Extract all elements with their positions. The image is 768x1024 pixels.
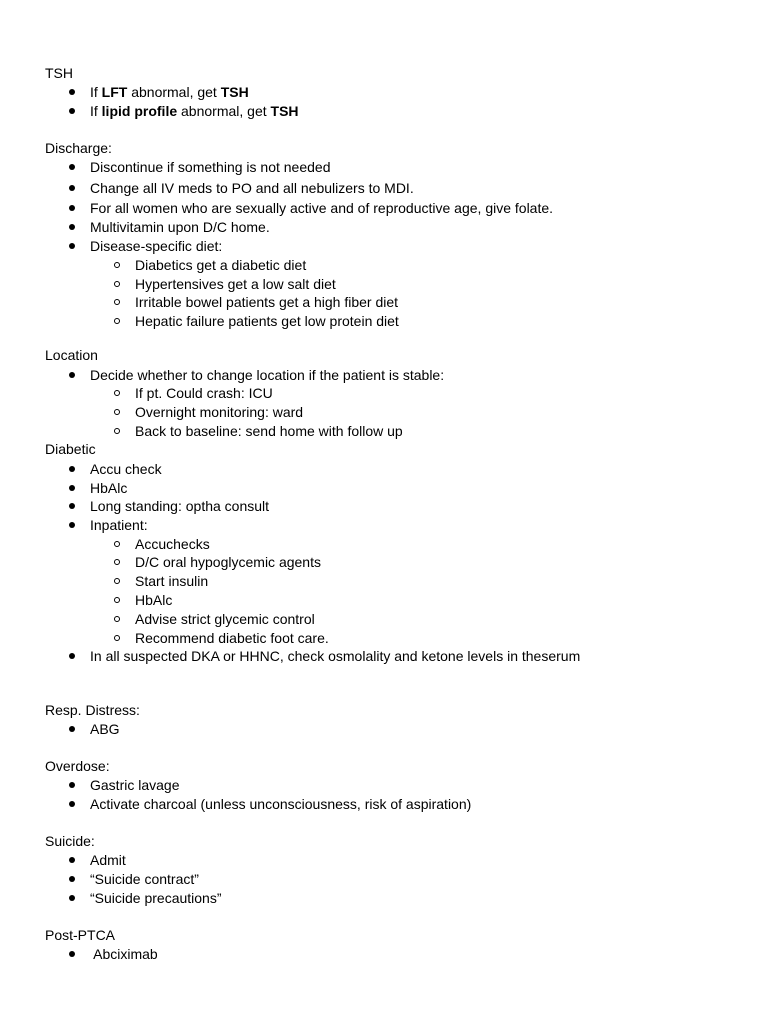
- bullet-dot-icon: [69, 243, 75, 249]
- bullet-circle-icon: [114, 578, 120, 584]
- sub-list-item: HbAlc: [135, 592, 173, 608]
- section-heading-discharge: Discharge:: [45, 140, 112, 156]
- sub-list-item: Irritable bowel patients get a high fiber diet: [135, 294, 399, 310]
- list-item: Abciximab: [90, 946, 158, 962]
- list-item: Decide whether to change location if the patient is stable:: [90, 367, 445, 383]
- sub-list-item: Hypertensives get a low salt diet: [135, 276, 336, 292]
- tsh-item-lipid: [90, 103, 299, 120]
- list-item: ABG: [90, 721, 120, 737]
- bullet-dot-icon: [69, 372, 75, 378]
- section-heading-diabetic: Diabetic: [45, 441, 96, 457]
- section-heading-resp-distress: Resp. Distress:: [45, 702, 140, 718]
- sub-list-item: D/C oral hypoglycemic agents: [135, 554, 321, 570]
- sub-list-item: Recommend diabetic foot care.: [135, 630, 329, 646]
- sub-list-item: Advise strict glycemic control: [135, 611, 315, 627]
- section-heading-location: Location: [45, 347, 98, 363]
- section-heading-tsh: TSH: [45, 65, 73, 81]
- bullet-dot-icon: [69, 485, 75, 491]
- bullet-circle-icon: [114, 559, 120, 565]
- bullet-dot-icon: [69, 164, 75, 170]
- bold-term: TSH: [270, 103, 299, 119]
- list-item: For all women who are sexually active and of reproductive age, give folate.: [90, 200, 554, 216]
- sub-list-item: If pt. Could crash: ICU: [135, 385, 273, 401]
- bullet-dot-icon: [69, 224, 75, 230]
- list-item: Gastric lavage: [90, 777, 180, 793]
- bold-term: TSH: [220, 84, 249, 100]
- bullet-dot-icon: [69, 108, 75, 114]
- sub-list-item: Back to baseline: send home with follow up: [135, 423, 403, 439]
- bullet-circle-icon: [114, 428, 120, 434]
- bullet-circle-icon: [114, 597, 120, 603]
- sub-list-item: Hepatic failure patients get low protein diet: [135, 313, 399, 329]
- bullet-circle-icon: [114, 390, 120, 396]
- bold-term: lipid profile: [101, 103, 178, 119]
- section-heading-overdose: Overdose:: [45, 758, 110, 774]
- list-item: Activate charcoal (unless unconsciousness, risk of aspiration): [90, 796, 472, 812]
- bullet-dot-icon: [69, 951, 75, 957]
- bullet-circle-icon: [114, 635, 120, 641]
- bullet-dot-icon: [69, 185, 75, 191]
- bullet-circle-icon: [114, 616, 120, 622]
- bullet-circle-icon: [114, 409, 120, 415]
- list-item: Change all IV meds to PO and all nebulizers to MDI.: [90, 180, 414, 196]
- bullet-dot-icon: [69, 876, 75, 882]
- tsh-item-lft: [90, 84, 249, 101]
- bullet-dot-icon: [69, 205, 75, 211]
- text-run: abnormal, get: [127, 84, 221, 100]
- list-item: Discontinue if something is not needed: [90, 159, 331, 175]
- list-item: HbAlc: [90, 480, 128, 496]
- section-heading-post-ptca: Post-PTCA: [45, 927, 116, 943]
- bullet-dot-icon: [69, 653, 75, 659]
- sub-list-item: Start insulin: [135, 573, 209, 589]
- list-item: Long standing: optha consult: [90, 498, 270, 514]
- list-item: Admit: [90, 852, 126, 868]
- bullet-dot-icon: [69, 895, 75, 901]
- sub-list-item: Overnight monitoring: ward: [135, 404, 304, 420]
- bullet-dot-icon: [69, 857, 75, 863]
- text-run: abnormal, get: [177, 103, 271, 119]
- list-item: Inpatient:: [90, 517, 148, 533]
- list-item: “Suicide precautions”: [90, 890, 222, 906]
- text-run: If: [90, 103, 102, 119]
- list-item: Accu check: [90, 461, 162, 477]
- bullet-dot-icon: [69, 503, 75, 509]
- bold-term: LFT: [101, 84, 128, 100]
- list-item: “Suicide contract”: [90, 871, 199, 887]
- list-item: In all suspected DKA or HHNC, check osmolality and ketone levels in theserum: [90, 648, 581, 664]
- bullet-dot-icon: [69, 466, 75, 472]
- bullet-circle-icon: [114, 281, 120, 287]
- bullet-dot-icon: [69, 89, 75, 95]
- text-run: If: [90, 84, 102, 100]
- sub-list-item: Diabetics get a diabetic diet: [135, 257, 307, 273]
- bullet-circle-icon: [114, 541, 120, 547]
- sub-list-item: Accuchecks: [135, 536, 210, 552]
- bullet-dot-icon: [69, 522, 75, 528]
- bullet-circle-icon: [114, 318, 120, 324]
- section-heading-suicide: Suicide:: [45, 833, 95, 849]
- bullet-dot-icon: [69, 726, 75, 732]
- bullet-dot-icon: [69, 801, 75, 807]
- bullet-circle-icon: [114, 262, 120, 268]
- list-item: Disease-specific diet:: [90, 238, 223, 254]
- list-item: Multivitamin upon D/C home.: [90, 219, 270, 235]
- bullet-dot-icon: [69, 782, 75, 788]
- bullet-circle-icon: [114, 299, 120, 305]
